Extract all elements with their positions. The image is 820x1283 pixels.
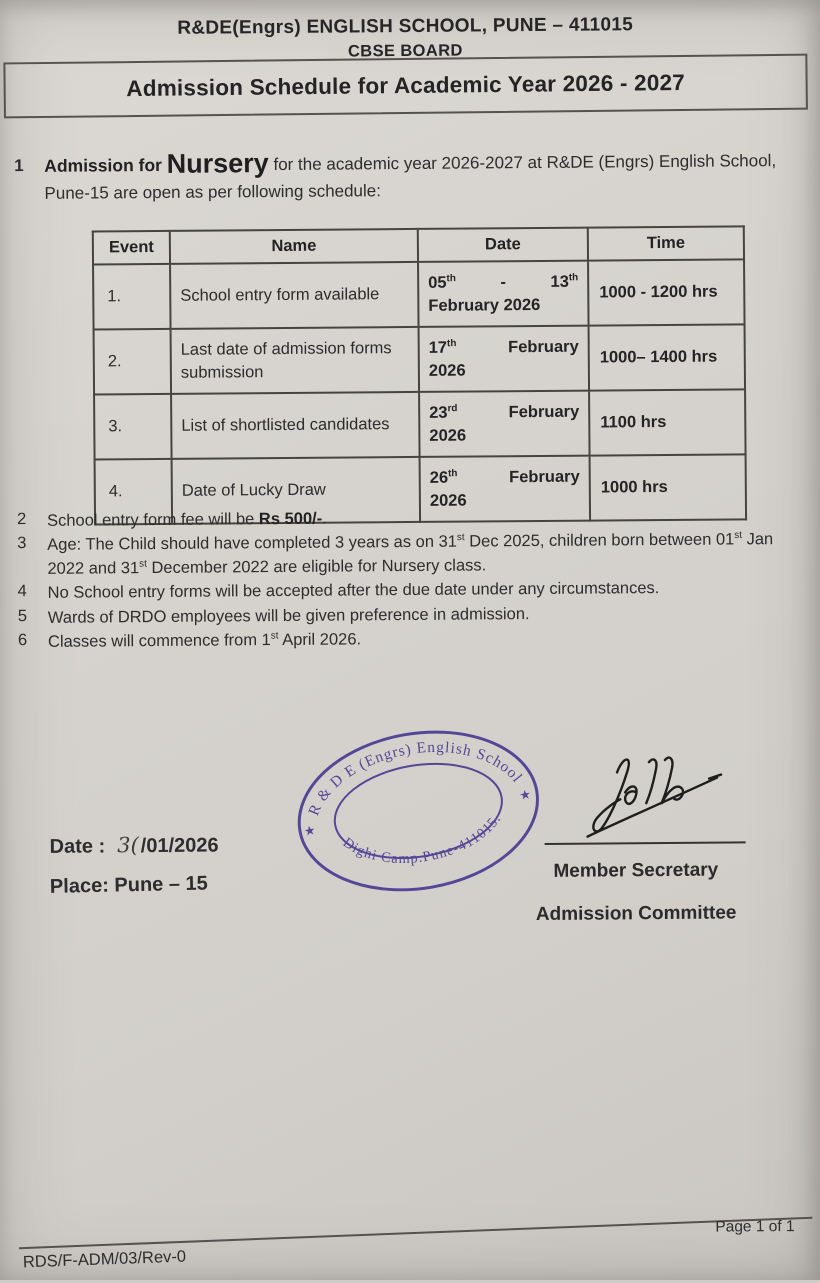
note-text: School entry form fee will be Rs 500/-. [46, 509, 327, 530]
date-part: 13th [550, 272, 579, 292]
note-number: 5 [17, 606, 28, 625]
cell-event: 3. [94, 394, 172, 460]
date-rest: /01/2026 [140, 834, 219, 858]
footer-divider [19, 1217, 812, 1249]
school-round-stamp [277, 705, 560, 917]
cell-event: 2. [94, 329, 172, 395]
page-number: Page 1 of 1 [715, 1217, 795, 1236]
place-field: Place: Pune – 15 [49, 872, 209, 898]
page-title: Admission Schedule for Academic Year 2026 - 2027 [126, 69, 686, 102]
date-label: Date : [49, 835, 106, 858]
note-text: No School entry forms will be accepted after the due date under any circumstances. [47, 579, 660, 603]
admission-committee-label: Admission Committee [535, 902, 737, 926]
cell-date [419, 326, 590, 392]
date-line1 [428, 271, 578, 294]
note-text: Classes will commence from 1st April 2026. [47, 630, 362, 651]
column-header-event: Event [93, 231, 170, 265]
date-part: February [508, 337, 579, 357]
note-number: 2 [16, 510, 27, 529]
date-part: 17th [428, 338, 457, 358]
board-name: CBSE BOARD [347, 41, 463, 61]
date-part: February [509, 467, 580, 487]
cell-name: List of shortlisted candidates [171, 392, 420, 459]
cell-name: Last date of admission forms submission [171, 327, 420, 394]
notes-list [17, 504, 808, 656]
school-name: R&DE(Engrs) ENGLISH SCHOOL, PUNE – 411015 [177, 14, 634, 39]
date-part: - [500, 273, 507, 292]
date-line1 [429, 336, 579, 359]
cell-time: 1000– 1400 hrs [589, 324, 746, 390]
stamp-bottom-text: Dighi Camp.Pune-411015. [339, 811, 505, 868]
note-text: Wards of DRDO employees will be given preference in admission. [47, 604, 530, 627]
stamp-top-text: R & D E (Engrs) English School [305, 738, 526, 819]
cell-time: 1100 hrs [589, 389, 746, 455]
document-reference: RDS/F-ADM/03/Rev-0 [22, 1247, 187, 1272]
date-part: 23rd [429, 403, 458, 423]
date-line1 [429, 401, 579, 424]
date-part: 05th [428, 273, 456, 293]
cell-date [418, 261, 589, 327]
note-number: 4 [17, 582, 27, 601]
date-line1 [430, 466, 580, 489]
signature [573, 747, 742, 846]
cell-time: 1000 hrs [590, 454, 747, 520]
stamp-star-right-icon: ★ [518, 787, 534, 803]
intro-number: 1 [14, 156, 24, 176]
table-row [94, 389, 745, 459]
date-line2: 2026 [429, 426, 467, 445]
handwritten-day: 3( [117, 833, 139, 858]
intro-item [14, 146, 800, 208]
date-field [50, 833, 219, 859]
column-header-name: Name [170, 229, 418, 264]
column-header-time: Time [588, 226, 744, 260]
cell-name: Date of Lucky Draw [172, 457, 421, 524]
date-part: 26th [429, 468, 458, 488]
intro-text: Admission for Nursery for the academic year 2026-2027 at R&DE (Engrs) English School, Pune-15 are open as per following schedule: [44, 148, 777, 204]
column-header-date: Date [418, 228, 588, 262]
list-item [17, 528, 807, 581]
note-text: Age: The Child should have completed 3 years as on 31st Dec 2025, children born between 01st Jan 2022 and 31st December 2022 are eligible for Nursery class. [47, 530, 774, 578]
cell-event: 4. [95, 459, 173, 525]
cell-event: 1. [93, 264, 171, 330]
note-number: 3 [17, 534, 27, 553]
table-row [94, 324, 745, 394]
date-line2: 2026 [428, 361, 466, 380]
schedule-table [92, 225, 747, 525]
cell-date [419, 391, 590, 457]
title-box [3, 54, 808, 119]
list-item [18, 625, 808, 655]
table-header-row [93, 226, 744, 264]
stamp-star-left-icon: ★ [302, 822, 318, 839]
date-line2: 2026 [429, 491, 467, 510]
cell-name: School entry form available [170, 262, 419, 329]
note-number: 6 [17, 631, 28, 650]
table-row [93, 259, 744, 329]
member-secretary-label: Member Secretary [553, 859, 719, 882]
date-part: February [508, 402, 580, 422]
date-line2: February 2026 [428, 295, 541, 315]
cell-time: 1000 - 1200 hrs [588, 259, 745, 325]
